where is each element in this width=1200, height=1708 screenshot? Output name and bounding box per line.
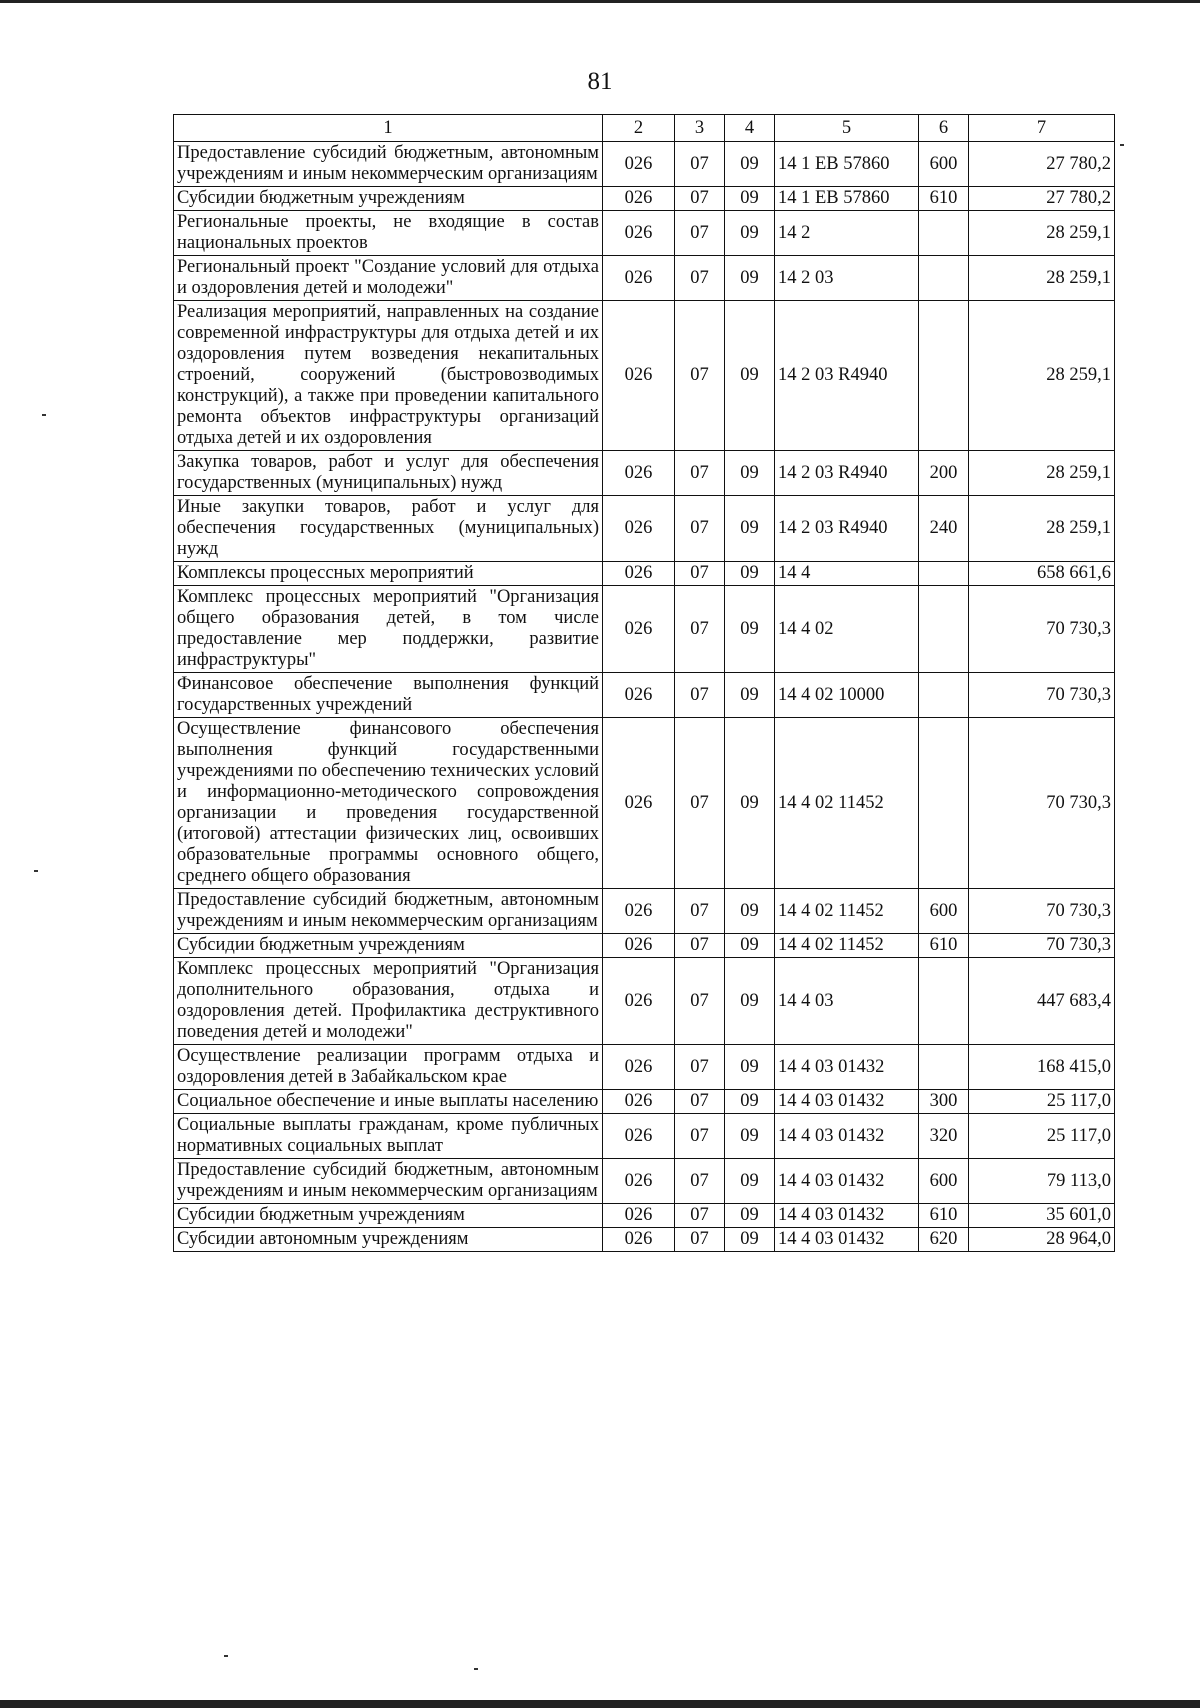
row-subsection-code: 09 <box>725 211 775 256</box>
scan-speck <box>474 1668 478 1670</box>
table-row <box>174 718 1115 889</box>
table-row <box>174 958 1115 1045</box>
row-section-code: 07 <box>675 1090 725 1114</box>
row-grbs-code: 026 <box>603 496 675 562</box>
table-row <box>174 1090 1115 1114</box>
row-grbs-code: 026 <box>603 211 675 256</box>
row-subsection-code: 09 <box>725 1114 775 1159</box>
row-section-code: 07 <box>675 496 725 562</box>
table-row <box>174 1204 1115 1228</box>
row-expense-type: 610 <box>919 934 969 958</box>
row-grbs-code: 026 <box>603 958 675 1045</box>
scan-edge-top <box>0 0 1200 3</box>
row-target-article: 14 2 03 <box>775 256 919 301</box>
row-subsection-code: 09 <box>725 718 775 889</box>
row-section-code: 07 <box>675 934 725 958</box>
scan-speck <box>224 1655 228 1657</box>
row-name: Реализация мероприятий, направленных на создание современной инфраструктуры для отдыха детей и их оздоровления путем возведения некапитальных строений, сооружений (быстровозводимых конструкций), а также при проведении капитального ремонта объектов инфраструктуры организаций отдыха детей и их оздоровления <box>174 301 603 451</box>
row-name: Социальные выплаты гражданам, кроме публичных нормативных социальных выплат <box>174 1114 603 1159</box>
row-expense-type: 600 <box>919 142 969 187</box>
row-amount: 28 259,1 <box>969 256 1115 301</box>
table-row <box>174 586 1115 673</box>
scan-edge-bottom <box>0 1700 1200 1708</box>
row-name: Комплекс процессных мероприятий "Организация дополнительного образования, отдыха и оздоровления детей. Профилактика деструктивного поведения детей и молодежи" <box>174 958 603 1045</box>
scan-speck <box>34 870 38 872</box>
row-grbs-code: 026 <box>603 187 675 211</box>
table-body <box>174 142 1115 1252</box>
row-target-article: 14 4 03 01432 <box>775 1159 919 1204</box>
scan-speck <box>1120 144 1124 146</box>
row-target-article: 14 2 03 R4940 <box>775 496 919 562</box>
row-target-article: 14 2 03 R4940 <box>775 301 919 451</box>
row-target-article: 14 4 02 11452 <box>775 934 919 958</box>
table-row <box>174 496 1115 562</box>
row-target-article: 14 1 ЕВ 57860 <box>775 187 919 211</box>
row-expense-type: 610 <box>919 1204 969 1228</box>
row-subsection-code: 09 <box>725 1090 775 1114</box>
row-section-code: 07 <box>675 451 725 496</box>
column-header: 1 <box>174 115 603 142</box>
row-subsection-code: 09 <box>725 1204 775 1228</box>
row-name: Предоставление субсидий бюджетным, автономным учреждениям и иным некоммерческим организациям <box>174 1159 603 1204</box>
header-row <box>174 115 1115 142</box>
table-row <box>174 889 1115 934</box>
row-target-article: 14 4 02 <box>775 586 919 673</box>
row-amount: 27 780,2 <box>969 142 1115 187</box>
row-expense-type <box>919 211 969 256</box>
row-name: Финансовое обеспечение выполнения функций государственных учреждений <box>174 673 603 718</box>
row-grbs-code: 026 <box>603 586 675 673</box>
row-target-article: 14 4 03 01432 <box>775 1228 919 1252</box>
scan-speck <box>42 414 46 416</box>
row-section-code: 07 <box>675 718 725 889</box>
row-subsection-code: 09 <box>725 1159 775 1204</box>
table-row <box>174 934 1115 958</box>
row-name: Предоставление субсидий бюджетным, автономным учреждениям и иным некоммерческим организациям <box>174 889 603 934</box>
row-subsection-code: 09 <box>725 1228 775 1252</box>
row-expense-type: 620 <box>919 1228 969 1252</box>
row-expense-type <box>919 562 969 586</box>
row-target-article: 14 4 02 10000 <box>775 673 919 718</box>
row-subsection-code: 09 <box>725 889 775 934</box>
row-amount: 35 601,0 <box>969 1204 1115 1228</box>
row-expense-type <box>919 718 969 889</box>
table-row <box>174 187 1115 211</box>
row-subsection-code: 09 <box>725 958 775 1045</box>
row-name: Закупка товаров, работ и услуг для обеспечения государственных (муниципальных) нужд <box>174 451 603 496</box>
table-row <box>174 1114 1115 1159</box>
row-name: Комплексы процессных мероприятий <box>174 562 603 586</box>
row-subsection-code: 09 <box>725 451 775 496</box>
row-section-code: 07 <box>675 211 725 256</box>
row-amount: 25 117,0 <box>969 1114 1115 1159</box>
row-expense-type: 200 <box>919 451 969 496</box>
column-header: 6 <box>919 115 969 142</box>
row-amount: 168 415,0 <box>969 1045 1115 1090</box>
row-grbs-code: 026 <box>603 1204 675 1228</box>
row-target-article: 14 4 03 <box>775 958 919 1045</box>
row-target-article: 14 4 03 01432 <box>775 1204 919 1228</box>
row-expense-type <box>919 586 969 673</box>
row-grbs-code: 026 <box>603 673 675 718</box>
table-row <box>174 673 1115 718</box>
row-expense-type <box>919 958 969 1045</box>
column-header: 4 <box>725 115 775 142</box>
row-grbs-code: 026 <box>603 1159 675 1204</box>
row-name: Субсидии бюджетным учреждениям <box>174 934 603 958</box>
table-row <box>174 211 1115 256</box>
column-header: 2 <box>603 115 675 142</box>
row-name: Комплекс процессных мероприятий "Организация общего образования детей, в том числе предоставление мер поддержки, развитие инфраструктуры" <box>174 586 603 673</box>
row-name: Предоставление субсидий бюджетным, автономным учреждениям и иным некоммерческим организациям <box>174 142 603 187</box>
row-name: Региональный проект "Создание условий для отдыха и оздоровления детей и молодежи" <box>174 256 603 301</box>
row-amount: 79 113,0 <box>969 1159 1115 1204</box>
row-section-code: 07 <box>675 673 725 718</box>
table-row <box>174 256 1115 301</box>
row-target-article: 14 4 03 01432 <box>775 1114 919 1159</box>
table-row <box>174 301 1115 451</box>
row-section-code: 07 <box>675 256 725 301</box>
row-section-code: 07 <box>675 1204 725 1228</box>
table-row <box>174 562 1115 586</box>
row-name: Социальное обеспечение и иные выплаты населению <box>174 1090 603 1114</box>
row-section-code: 07 <box>675 1228 725 1252</box>
row-expense-type: 610 <box>919 187 969 211</box>
row-target-article: 14 4 03 01432 <box>775 1045 919 1090</box>
row-grbs-code: 026 <box>603 934 675 958</box>
budget-table <box>173 114 1115 1252</box>
row-grbs-code: 026 <box>603 889 675 934</box>
row-grbs-code: 026 <box>603 718 675 889</box>
row-expense-type: 600 <box>919 889 969 934</box>
row-subsection-code: 09 <box>725 934 775 958</box>
row-subsection-code: 09 <box>725 586 775 673</box>
row-section-code: 07 <box>675 142 725 187</box>
table-row <box>174 142 1115 187</box>
row-expense-type: 320 <box>919 1114 969 1159</box>
row-subsection-code: 09 <box>725 187 775 211</box>
column-header: 7 <box>969 115 1115 142</box>
row-section-code: 07 <box>675 586 725 673</box>
row-grbs-code: 026 <box>603 1090 675 1114</box>
row-target-article: 14 2 <box>775 211 919 256</box>
row-target-article: 14 2 03 R4940 <box>775 451 919 496</box>
row-expense-type: 600 <box>919 1159 969 1204</box>
row-subsection-code: 09 <box>725 562 775 586</box>
column-header: 3 <box>675 115 725 142</box>
row-amount: 70 730,3 <box>969 673 1115 718</box>
row-section-code: 07 <box>675 1114 725 1159</box>
column-header: 5 <box>775 115 919 142</box>
row-amount: 70 730,3 <box>969 889 1115 934</box>
row-amount: 25 117,0 <box>969 1090 1115 1114</box>
row-section-code: 07 <box>675 1159 725 1204</box>
row-grbs-code: 026 <box>603 1114 675 1159</box>
row-section-code: 07 <box>675 187 725 211</box>
row-target-article: 14 4 03 01432 <box>775 1090 919 1114</box>
row-grbs-code: 026 <box>603 301 675 451</box>
row-amount: 28 259,1 <box>969 451 1115 496</box>
row-grbs-code: 026 <box>603 562 675 586</box>
table-row <box>174 1159 1115 1204</box>
row-name: Субсидии бюджетным учреждениям <box>174 187 603 211</box>
row-grbs-code: 026 <box>603 451 675 496</box>
row-grbs-code: 026 <box>603 256 675 301</box>
row-name: Осуществление финансового обеспечения выполнения функций государственными учреждениями по обеспечению технических условий и информационно-методического сопровождения организации и проведения государственной (итоговой) аттестации физических лиц, освоивших образовательные программы основного общего, среднего общего образования <box>174 718 603 889</box>
row-subsection-code: 09 <box>725 142 775 187</box>
row-amount: 447 683,4 <box>969 958 1115 1045</box>
row-amount: 28 964,0 <box>969 1228 1115 1252</box>
row-section-code: 07 <box>675 301 725 451</box>
row-name: Субсидии автономным учреждениям <box>174 1228 603 1252</box>
row-expense-type: 300 <box>919 1090 969 1114</box>
row-expense-type <box>919 1045 969 1090</box>
row-amount: 27 780,2 <box>969 187 1115 211</box>
row-section-code: 07 <box>675 958 725 1045</box>
row-target-article: 14 1 ЕВ 57860 <box>775 142 919 187</box>
row-subsection-code: 09 <box>725 301 775 451</box>
row-amount: 70 730,3 <box>969 718 1115 889</box>
row-subsection-code: 09 <box>725 673 775 718</box>
row-name: Региональные проекты, не входящие в состав национальных проектов <box>174 211 603 256</box>
row-name: Субсидии бюджетным учреждениям <box>174 1204 603 1228</box>
row-amount: 28 259,1 <box>969 301 1115 451</box>
row-section-code: 07 <box>675 1045 725 1090</box>
row-amount: 28 259,1 <box>969 496 1115 562</box>
row-target-article: 14 4 02 11452 <box>775 718 919 889</box>
row-expense-type <box>919 673 969 718</box>
row-amount: 28 259,1 <box>969 211 1115 256</box>
row-section-code: 07 <box>675 562 725 586</box>
row-grbs-code: 026 <box>603 142 675 187</box>
row-target-article: 14 4 02 11452 <box>775 889 919 934</box>
row-section-code: 07 <box>675 889 725 934</box>
row-expense-type: 240 <box>919 496 969 562</box>
table-row <box>174 1228 1115 1252</box>
page-number: 81 <box>587 68 613 95</box>
row-expense-type <box>919 301 969 451</box>
table-row <box>174 1045 1115 1090</box>
row-amount: 70 730,3 <box>969 934 1115 958</box>
row-expense-type <box>919 256 969 301</box>
row-subsection-code: 09 <box>725 1045 775 1090</box>
table-row <box>174 451 1115 496</box>
row-amount: 658 661,6 <box>969 562 1115 586</box>
row-name: Осуществление реализации программ отдыха и оздоровления детей в Забайкальском крае <box>174 1045 603 1090</box>
row-name: Иные закупки товаров, работ и услуг для обеспечения государственных (муниципальных) нужд <box>174 496 603 562</box>
row-grbs-code: 026 <box>603 1228 675 1252</box>
row-grbs-code: 026 <box>603 1045 675 1090</box>
row-subsection-code: 09 <box>725 256 775 301</box>
row-subsection-code: 09 <box>725 496 775 562</box>
row-amount: 70 730,3 <box>969 586 1115 673</box>
row-target-article: 14 4 <box>775 562 919 586</box>
